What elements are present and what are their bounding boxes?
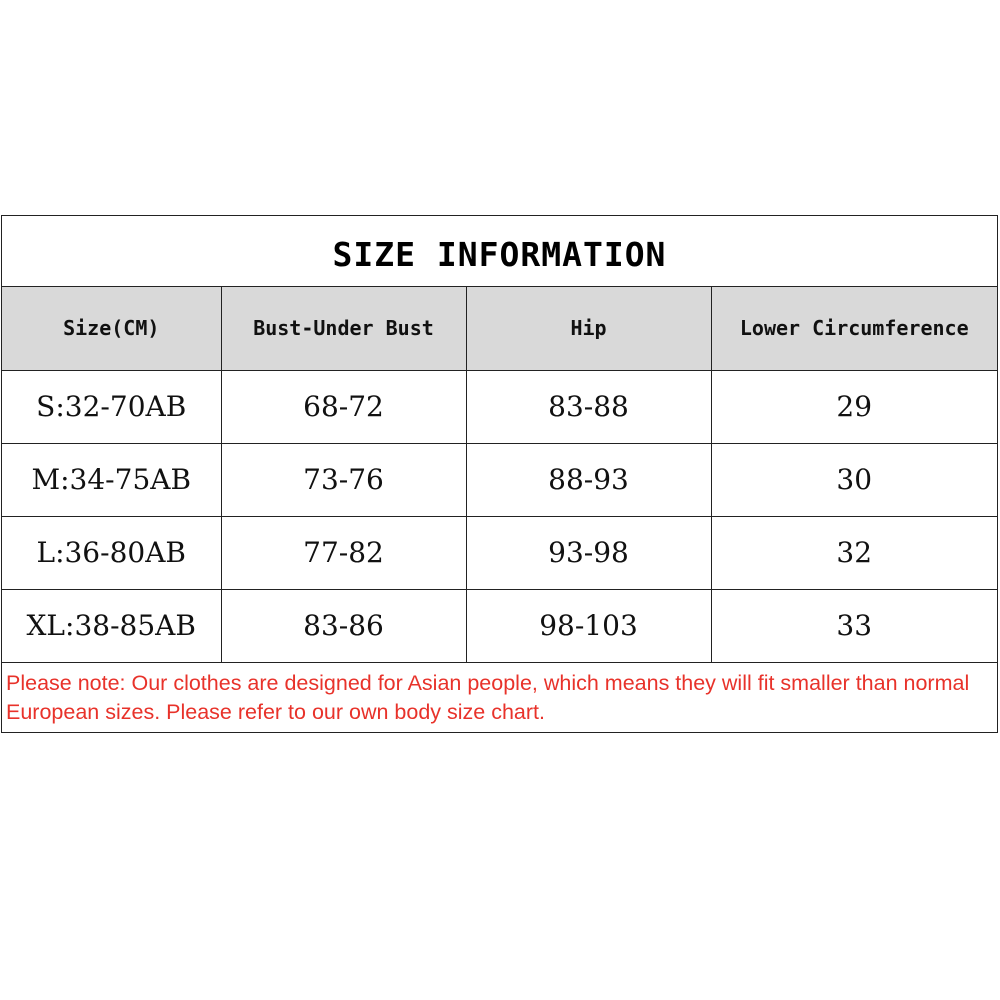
- table-header-row: [2, 287, 997, 370]
- cell-bust-under-bust: 73-76: [221, 443, 466, 516]
- table-row: [2, 370, 997, 443]
- cell-bust-under-bust: 77-82: [221, 516, 466, 589]
- column-header-hip: Hip: [466, 287, 711, 370]
- title-row: [2, 216, 997, 287]
- sizing-note: Please note: Our clothes are designed for Asian people, which means they will fit smaller than normal European sizes. Please refer to our own body size chart.: [6, 670, 970, 724]
- size-chart: [1, 215, 998, 733]
- cell-hip: 93-98: [466, 516, 711, 589]
- column-header-lower-circumference: Lower Circumference: [711, 287, 997, 370]
- cell-hip: 83-88: [466, 370, 711, 443]
- cell-size: L:36-80AB: [2, 516, 221, 589]
- table-row: [2, 443, 997, 516]
- cell-hip: 88-93: [466, 443, 711, 516]
- cell-bust-under-bust: 68-72: [221, 370, 466, 443]
- size-table: [2, 287, 997, 663]
- cell-size: XL:38-85AB: [2, 589, 221, 662]
- table-row: [2, 516, 997, 589]
- cell-size: S:32-70AB: [2, 370, 221, 443]
- column-header-bust-under-bust: Bust-Under Bust: [221, 287, 466, 370]
- cell-hip: 98-103: [466, 589, 711, 662]
- cell-size: M:34-75AB: [2, 443, 221, 516]
- cell-lower-circumference: 33: [711, 589, 997, 662]
- cell-bust-under-bust: 83-86: [221, 589, 466, 662]
- cell-lower-circumference: 32: [711, 516, 997, 589]
- table-row: [2, 589, 997, 662]
- size-chart-title: SIZE INFORMATION: [332, 234, 667, 274]
- cell-lower-circumference: 29: [711, 370, 997, 443]
- column-header-size: Size(CM): [2, 287, 221, 370]
- cell-lower-circumference: 30: [711, 443, 997, 516]
